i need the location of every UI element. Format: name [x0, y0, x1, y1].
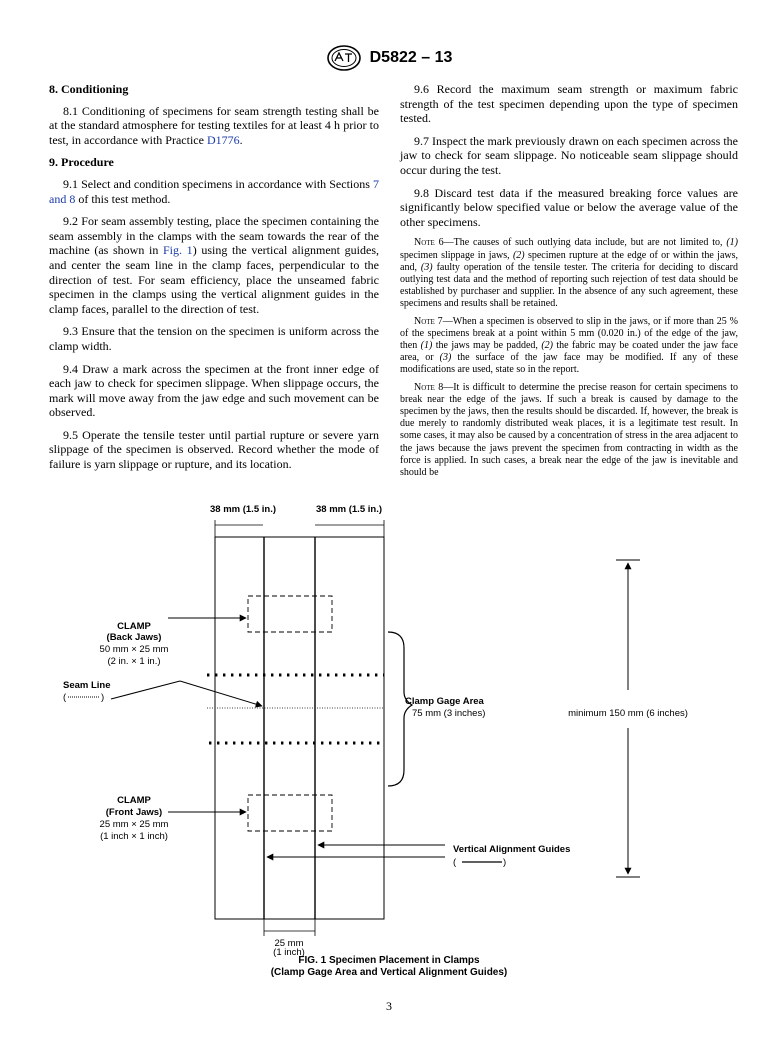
- paragraph-9-1: 9.1 Select and condition specimens in accordance with Sections 7 and 8 of this test method.: [49, 176, 379, 206]
- link-fig-1[interactable]: Fig. 1: [163, 243, 193, 258]
- figure-caption-line-1: FIG. 1 Specimen Placement in Clamps: [298, 955, 480, 966]
- section-heading-conditioning: 8. Conditioning: [49, 82, 129, 96]
- figure-1-diagram: [0, 500, 778, 950]
- specimen-outline: [215, 537, 384, 919]
- seam-pointer-2: [180, 681, 262, 706]
- paragraph-9-3: 9.3 Ensure that the tension on the specimen is uniform across the clamp width.: [49, 324, 379, 353]
- section-heading-procedure: 9. Procedure: [49, 155, 114, 170]
- bottom-dim-label-1: 25 mm: [274, 938, 304, 949]
- clamp-back-label-1: CLAMP: [117, 621, 151, 632]
- vag-paren-close: ): [503, 857, 507, 868]
- note-6: Note 6—The causes of such outlying data include, but are not limited to, (1) specimen slippage in jaws, (2) specimen rupture at the edge of or within the jaws, and, (3) faulty operation of the tensile tester. The criteria for deciding to discard outlying test data and the method of reporting such rejection of test data should be established by purchaser and supplier. In the absence of any such agreement, these specimens and results shall be retained.: [400, 237, 739, 310]
- paragraph-9-4: 9.4 Draw a mark across the specimen at the front inner edge of each jaw to check for specimen slippage. When slippage occurs, the mark will move away from the jaw edge and such movement can be observed.: [49, 361, 379, 420]
- seam-paren-open: (: [63, 692, 67, 703]
- clamp-front-label-3: 25 mm × 25 mm: [99, 819, 169, 830]
- minimum-length-label: minimum 150 mm (6 inches): [568, 708, 688, 719]
- clamp-back-label-2: (Back Jaws): [106, 632, 162, 643]
- seam-paren-close: ): [101, 692, 105, 703]
- seam-line-label: Seam Line: [63, 680, 111, 691]
- paragraph-9-6: 9.6 Record the maximum seam strength or maximum fabric strength of the test specimen depending upon the type of specimen tested.: [400, 82, 738, 126]
- dim-label-right: 38 mm (1.5 in.): [316, 504, 382, 515]
- clamp-back-label-4: (2 in. × 1 in.): [107, 656, 161, 667]
- figure-caption-line-2: (Clamp Gage Area and Vertical Alignment Guides): [270, 967, 508, 978]
- page-number: 3: [386, 999, 392, 1013]
- gage-area-label: Clamp Gage Area: [405, 696, 484, 707]
- clamp-front-label-4: (1 inch × 1 inch): [100, 831, 168, 842]
- right-column: [400, 82, 738, 484]
- note-7: Note 7—When a specimen is observed to slip in the jaws, or if more than 25 % of the specimens break at a point within 5 mm (0.020 in.) of the edge of the jaw, then (1) the jaws may be padded, (2) the fabric may be coated under the jaw face area, or (3) the surface of the jaw face may be modified. If any of these modifications are used, state so in the report.: [400, 315, 739, 376]
- clamp-front-label-2: (Front Jaws): [105, 807, 163, 818]
- clamp-back-label-3: 50 mm × 25 mm: [99, 644, 169, 655]
- document-id: D5822 – 13: [369, 49, 453, 66]
- gage-area-size: 75 mm (3 inches): [412, 708, 486, 719]
- left-column: [49, 82, 379, 480]
- link-sections-7-8[interactable]: 7 and 8: [49, 176, 379, 206]
- figure-1: [0, 500, 778, 990]
- clamp-front-label-1: CLAMP: [117, 795, 151, 806]
- paragraph-8-1: 8.1 Conditioning of specimens for seam strength testing shall be at the standard atmosphere for testing textiles for at least 4 h prior to test, in accordance with Practice D1776.: [49, 103, 379, 147]
- bottom-dim-label-2: (1 inch): [273, 947, 305, 958]
- seam-pointer-1: [111, 681, 180, 699]
- page-header: [0, 44, 778, 72]
- dim-label-left: 38 mm (1.5 in.): [210, 504, 276, 515]
- paragraph-9-2: 9.2 For seam assembly testing, place the specimen containing the seam assembly in the clamps with the seam towards the rear of the machine (as shown in Fig. 1) using the vertical alignment guides, and center the seam line in the clamp faces, perpendicular to the direction of test. For seam efficiency, place the unseamed fabric specimen in the clamps using the vertical alignment guides in the clamp faces, parallel to the direction of test.: [49, 214, 379, 316]
- paragraph-9-8: 9.8 Discard test data if the measured breaking force values are significantly below specified value or below the average value of the other specimens.: [400, 185, 738, 229]
- paragraph-9-5: 9.5 Operate the tensile tester until partial rupture or severe yarn slippage of the specimen is observed. Record whether the mode of failure is yarn slippage or rupture, and its location.: [49, 427, 379, 472]
- alignment-guides-label: Vertical Alignment Guides: [453, 844, 571, 855]
- astm-logo-icon: [326, 44, 362, 72]
- note-8: Note 8—It is difficult to determine the precise reason for certain specimens to break near the edge of the jaws. If such a break is caused by damage to the specimen by the jaws, then the results should be discarded. If, however, the break is due merely to randomly distributed weak places, it is a legitimate test result. In some cases, it may also be caused by a concentration of stress in the area adjacent to the jaws because the jaws prevent the specimen from contracting in width as the force is applied. In such cases, a break near the edge of the jaw is inevitable and should be: [400, 381, 738, 478]
- gage-area-bracket: [388, 632, 412, 786]
- vag-paren-open: (: [453, 857, 457, 868]
- link-d1776[interactable]: D1776: [206, 132, 240, 147]
- figure-caption: [0, 955, 778, 979]
- paragraph-9-7: 9.7 Inspect the mark previously drawn on each specimen across the jaw to check for seam slippage. No noticeable seam slippage should occur during the test.: [400, 133, 738, 177]
- clamp-back-jaws: [248, 596, 332, 632]
- clamp-front-jaws: [248, 795, 332, 831]
